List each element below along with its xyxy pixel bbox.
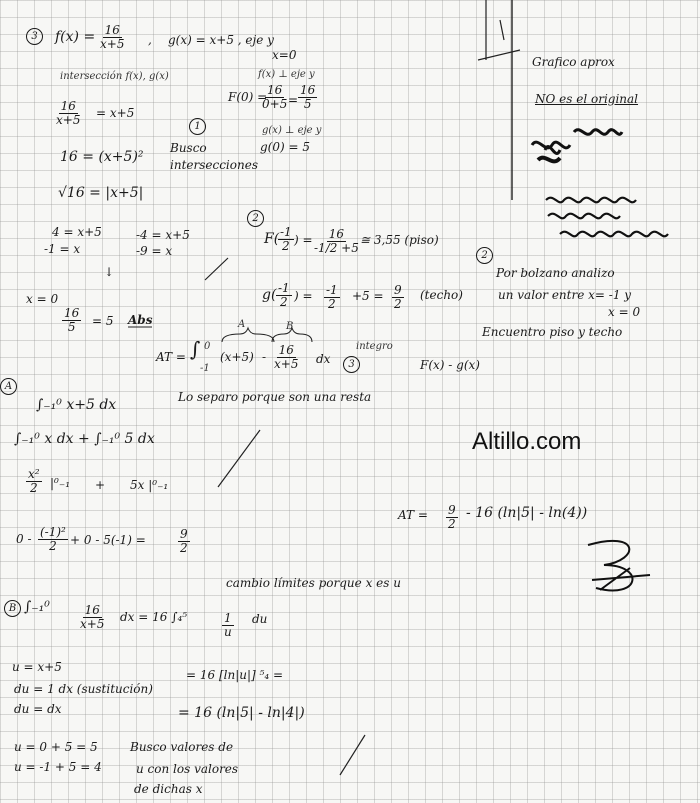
label-A: A — [238, 319, 246, 330]
partA-result-lhs: 0 - — [16, 532, 32, 546]
g-result — [392, 284, 404, 311]
F-den: -1/2 +5 — [314, 241, 359, 255]
step1-circle: 1 — [189, 118, 206, 135]
partA-result-frac-2 — [178, 528, 190, 555]
eq1-rhs: = x+5 — [96, 106, 135, 120]
axis-note: f(x) ⊥ eje y — [258, 69, 315, 80]
f0-den-2: 5 — [303, 97, 312, 111]
partA-eval-num: x² — [28, 467, 40, 481]
g-result-tag: (techo) — [420, 288, 463, 302]
bolzano-line2: un valor entre x= -1 y — [498, 288, 632, 302]
sub-1: u = x+5 — [12, 660, 62, 674]
slash-2 — [218, 430, 260, 487]
at-result-num: 9 — [448, 503, 456, 517]
g-result-num: 9 — [394, 283, 402, 297]
eq1-fraction — [54, 100, 82, 127]
at-den: x+5 — [274, 357, 299, 371]
step1-text: Busco intersecciones — [170, 141, 258, 172]
scribble-2 — [574, 130, 622, 135]
step3-circle: 3 — [343, 356, 360, 373]
at-result-frac — [446, 504, 458, 531]
F-arg-num: -1 — [280, 225, 292, 239]
case-3: -4 = x+5 — [136, 228, 190, 242]
F-arg — [278, 226, 294, 253]
g-lhs: g( — [262, 287, 277, 303]
partA-result-den-2: 2 — [180, 541, 188, 555]
f0-frac-1 — [260, 84, 289, 111]
f-denominator: x+5 — [100, 37, 125, 51]
at-minus: - — [262, 350, 267, 364]
partA-plus: + — [95, 478, 106, 492]
f-fraction — [98, 24, 126, 51]
partB-den: x+5 — [80, 617, 105, 631]
at-result-lhs: AT = — [398, 508, 428, 522]
partA-eval-lims: |⁰₋₁ — [50, 476, 70, 490]
at-part1: (x+5) — [220, 350, 254, 364]
label-B: B — [286, 321, 294, 332]
partB-du: du — [252, 612, 268, 626]
at-dx: dx — [316, 352, 331, 366]
slash-3 — [340, 735, 365, 775]
lo-separo-note: Lo separo porque son una resta — [178, 390, 372, 404]
g-plus: +5 = — [352, 289, 384, 303]
g-num: -1 — [326, 283, 338, 297]
grafico-note: Grafico aprox — [532, 55, 615, 69]
f0-num-2: 16 — [300, 83, 316, 97]
scribble-4 — [546, 198, 636, 203]
brace-a — [222, 328, 274, 342]
integro-note: integro — [356, 341, 393, 352]
square-eq: 16 = (x+5)² — [60, 149, 144, 165]
eq1-denominator: x+5 — [56, 113, 81, 127]
partA-integral-2: ∫₋₁⁰ x dx + ∫₋₁⁰ 5 dx — [14, 431, 155, 447]
case-1: 4 = x+5 — [52, 225, 102, 239]
f-definition: f(x) = — [55, 29, 96, 45]
partA-eval-frac — [26, 468, 42, 495]
scribble-6 — [560, 232, 668, 237]
abs-tag: Abs — [128, 313, 153, 327]
note2-circle: 2 — [476, 247, 493, 264]
partB-circle: B — [4, 600, 21, 617]
cambio-note: cambio límites porque x es u — [226, 576, 401, 590]
g-arg-num: -1 — [278, 281, 290, 295]
bolzano-line3: x = 0 — [608, 305, 641, 319]
F-num: 16 — [328, 227, 345, 241]
partB-eval-1: = 16 [ln|u|] ⁵₄ = — [186, 668, 284, 682]
f-numerator: 16 — [104, 23, 120, 37]
busco-line3: de dichas x — [134, 782, 203, 796]
axis-equation: x=0 — [272, 48, 297, 62]
case-2: -1 = x — [44, 242, 81, 256]
busco-line2: u con los valores — [136, 762, 239, 776]
partA-eval-den: 2 — [29, 481, 38, 495]
F-frac — [312, 228, 361, 255]
f0-den-1: 0+5 — [262, 97, 288, 111]
g-eq: ) = — [294, 289, 313, 303]
intersection-note: intersección f(x), g(x) — [60, 71, 169, 82]
limit-2: u = -1 + 5 = 4 — [14, 760, 102, 774]
partA-circle: A — [0, 378, 17, 395]
at-upper: 0 — [204, 341, 211, 352]
partB-integral: ∫₋₁⁰ — [24, 599, 50, 615]
at-num: 16 — [278, 343, 294, 357]
no-original-note: NO es el original — [535, 92, 639, 106]
at-result-den: 2 — [448, 517, 456, 531]
g-arg-den: 2 — [280, 295, 288, 309]
sub-2: du = 1 dx (sustitución) — [14, 682, 153, 696]
abs-numerator: 16 — [64, 306, 80, 320]
scribble-3 — [538, 158, 560, 162]
partA-eval-2: 5x |⁰₋₁ — [130, 478, 169, 492]
partB-u-den: u — [224, 625, 232, 639]
partA-result-den: 2 — [49, 539, 57, 553]
at-fraction — [272, 344, 300, 371]
x-zero: x = 0 — [26, 292, 59, 306]
g0-value: g(0) = 5 — [260, 140, 310, 154]
at-integral-sign: ∫ — [190, 337, 201, 361]
g-frac — [324, 284, 340, 311]
f0-label: F(0) = — [228, 90, 268, 104]
at-lower: -1 — [200, 363, 210, 374]
at-lhs: AT = — [156, 350, 186, 364]
g-result-den: 2 — [394, 297, 402, 311]
partA-result-num-2: 9 — [180, 527, 188, 541]
down-arrow: ↓ — [104, 265, 115, 279]
abs-denominator: 5 — [67, 320, 76, 334]
encuentro-note: Encuentro piso y techo — [482, 325, 623, 339]
partA-result-num: (-1)² — [40, 525, 66, 539]
item-number-circle: 3 — [26, 28, 43, 45]
partB-u-num: 1 — [224, 611, 232, 625]
at-result-rhs: - 16 (ln|5| - ln(4)) — [466, 505, 588, 521]
brand-watermark: Altillo.com — [472, 428, 582, 455]
F-lhs: F( — [264, 231, 280, 247]
limit-1: u = 0 + 5 = 5 — [14, 740, 98, 754]
g-axis-note: g(x) ⊥ eje y — [262, 125, 322, 136]
partB-fraction — [78, 604, 106, 631]
busco-line1: Busco valores de — [130, 740, 234, 754]
scribble-1 — [532, 142, 570, 153]
axis-sketch — [478, 0, 520, 60]
partB-dx: dx = 16 ∫₄⁵ — [120, 610, 188, 624]
step2-circle: 2 — [247, 210, 264, 227]
bolzano-line1: Por bolzano analizo — [496, 266, 615, 280]
root-eq: √16 = |x+5| — [58, 185, 144, 201]
scribble-5 — [548, 214, 620, 219]
F-arg-den: 2 — [282, 239, 290, 253]
F-result: ≅ 3,55 (piso) — [360, 233, 439, 247]
partB-num: 16 — [84, 603, 100, 617]
g-arg — [276, 282, 292, 309]
at-rhs: F(x) - g(x) — [420, 358, 480, 372]
partA-result-mid: + 0 - 5(-1) = — [70, 533, 146, 547]
partB-u-frac — [222, 612, 234, 639]
abs-fraction — [62, 307, 81, 334]
partA-integral-1: ∫₋₁⁰ x+5 dx — [36, 397, 117, 413]
sub-3: du = dx — [14, 702, 62, 716]
eq1-numerator: 16 — [60, 99, 76, 113]
g-den: 2 — [328, 297, 336, 311]
f0-equals: = — [288, 93, 299, 107]
partB-eval-2: = 16 (ln|5| - ln|4|) — [178, 705, 305, 721]
g-definition: g(x) = x+5 , eje y — [168, 33, 274, 47]
slash-1 — [205, 258, 228, 280]
comma: , — [148, 33, 152, 47]
f0-num-1: 16 — [267, 83, 283, 97]
case-4: -9 = x — [136, 244, 173, 258]
scribble-big — [588, 541, 650, 591]
partA-result-frac — [38, 526, 68, 553]
abs-rhs: = 5 — [92, 314, 114, 328]
f0-frac-2 — [298, 84, 317, 111]
F-eq: ) = — [294, 233, 313, 247]
